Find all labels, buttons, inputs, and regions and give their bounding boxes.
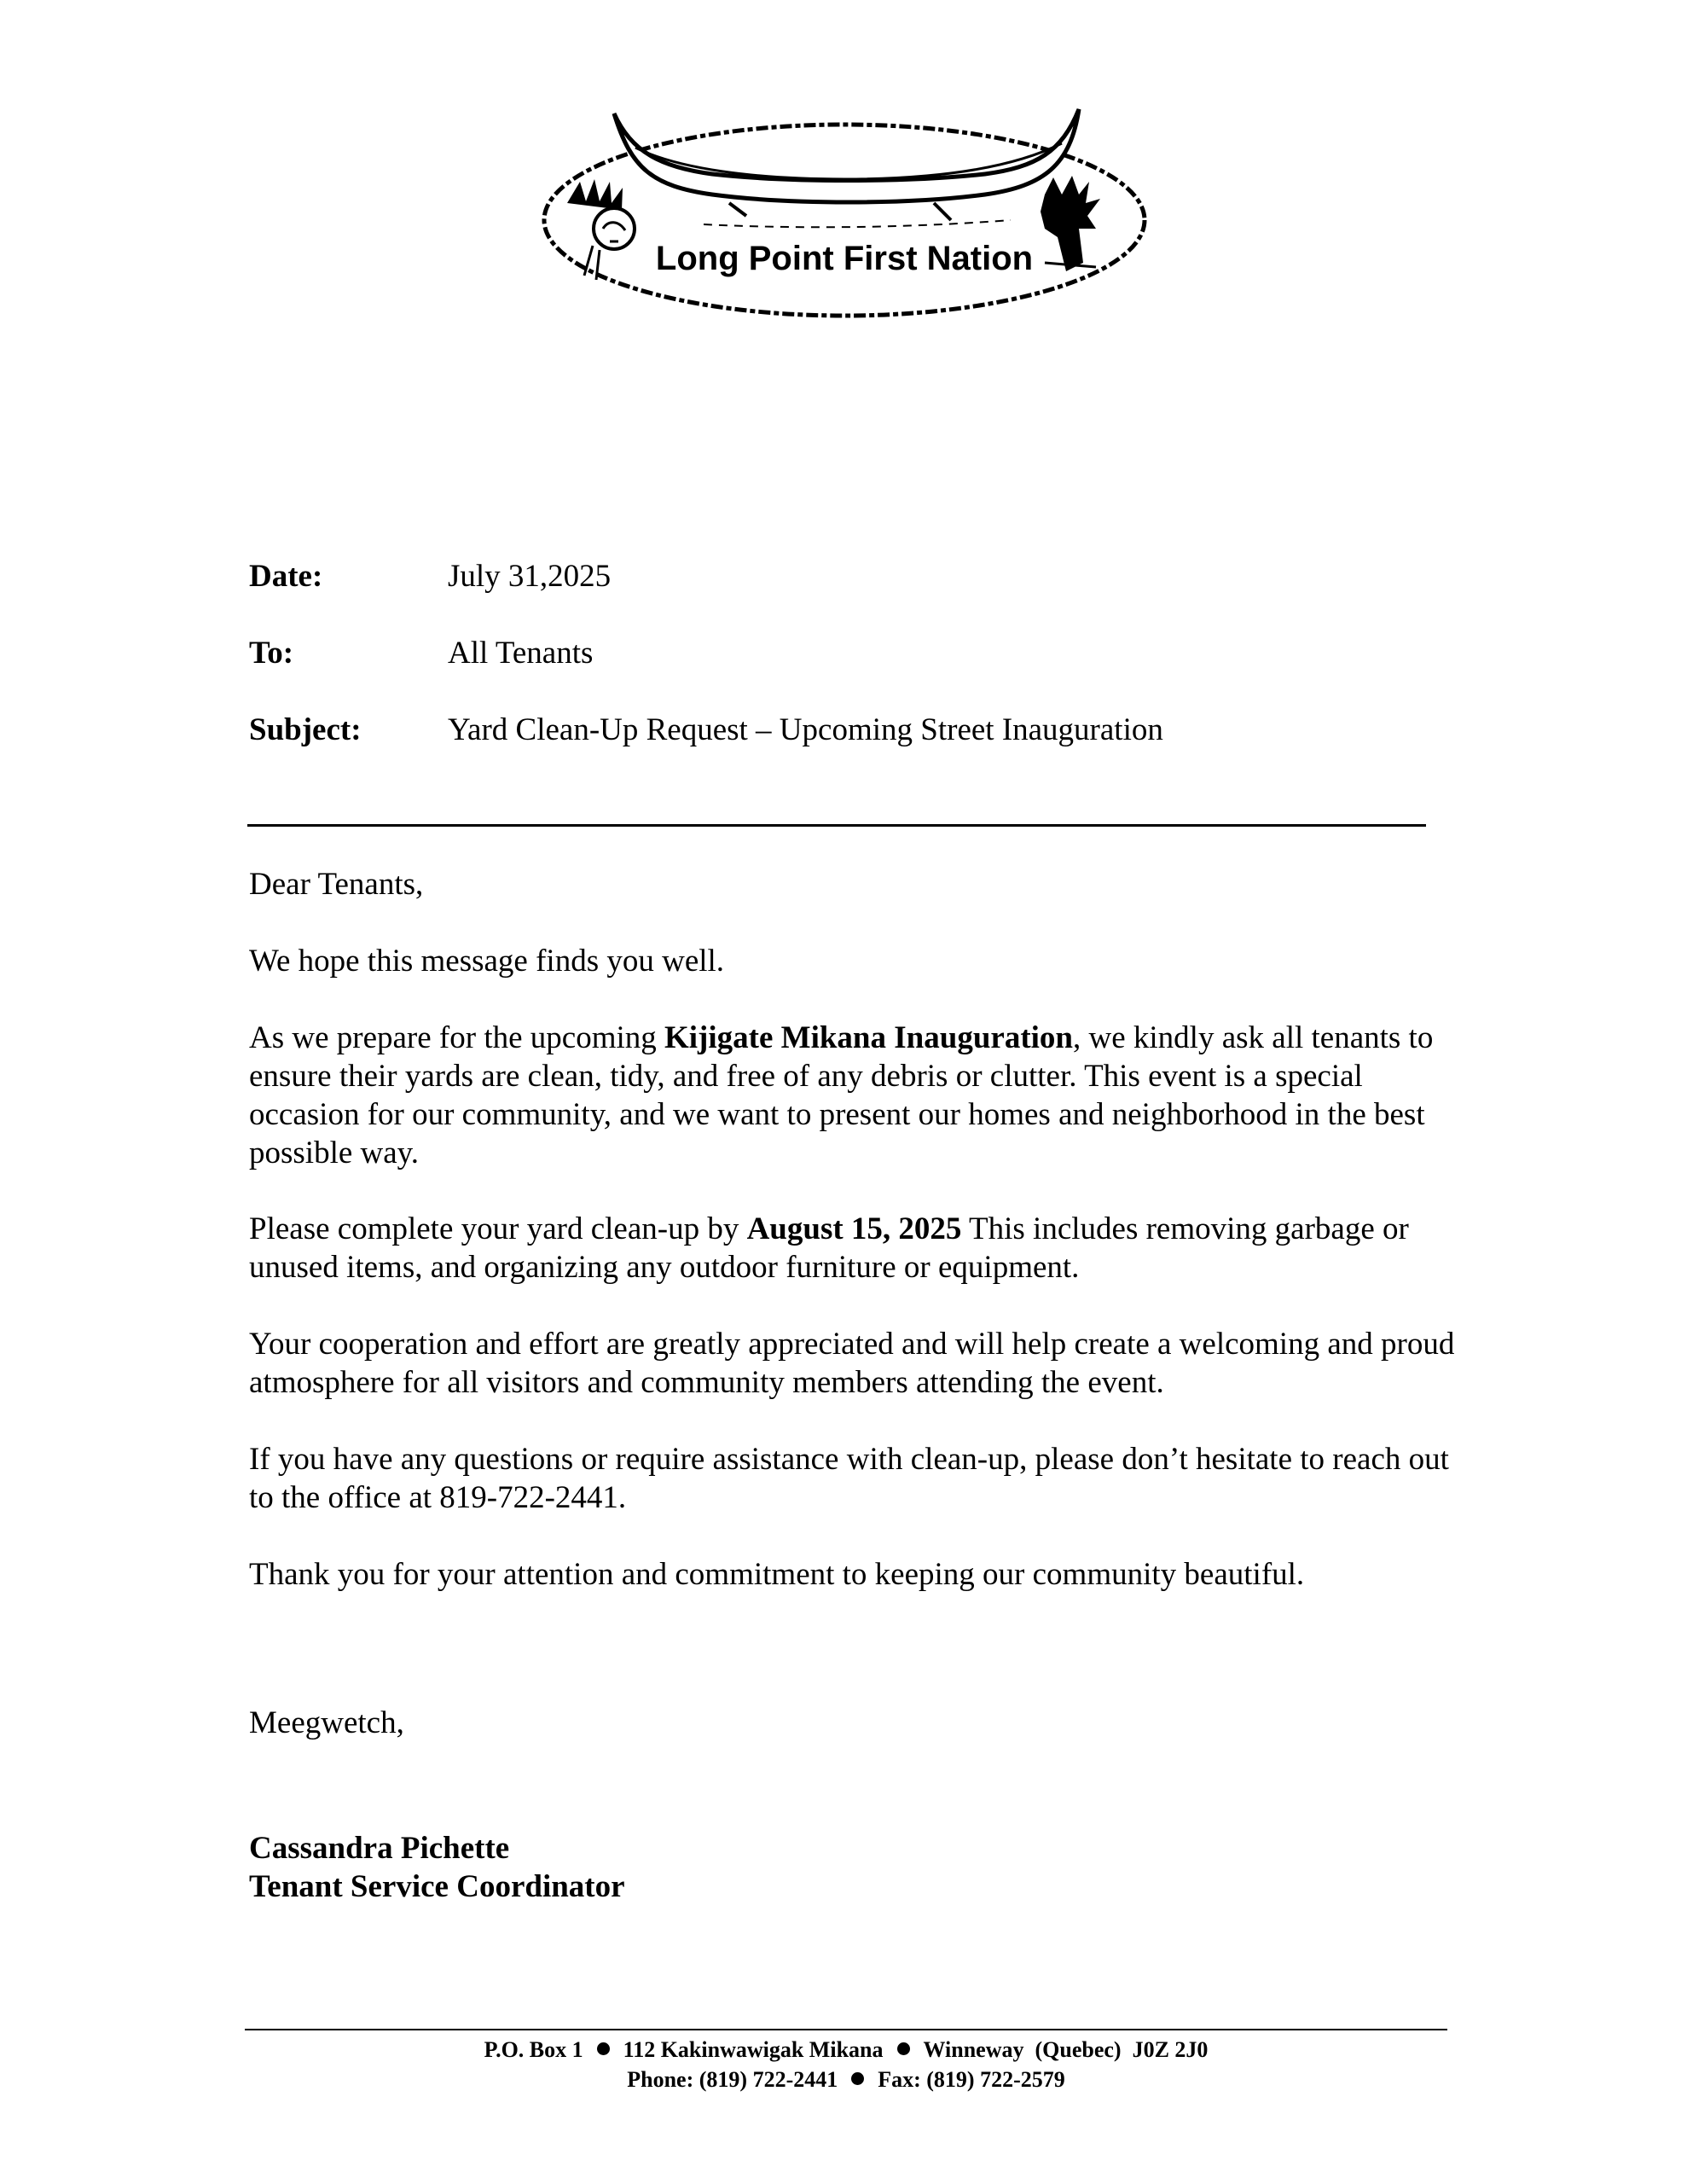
- closing: Meegwetch,: [249, 1705, 404, 1740]
- moose-icon: [1041, 176, 1100, 271]
- footer-street: 112 Kakinwawigak Mikana: [623, 2037, 884, 2062]
- footer-phone: Phone: (819) 722-2441: [627, 2067, 838, 2092]
- signature-name: Cassandra Pichette: [249, 1831, 510, 1866]
- paragraph-4: If you have any questions or require assistance with clean-up, please don’t hesitate to reach out to the office at 819-722-2441.: [249, 1442, 1449, 1515]
- paragraph-1-start: As we prepare for the upcoming: [249, 1020, 664, 1055]
- bullet-icon: [851, 2072, 864, 2085]
- to-label: To:: [249, 636, 294, 671]
- paragraph-2-end: This includes removing garbage or unused items, and organizing any outdoor furniture or equipment.: [249, 1211, 1409, 1285]
- bullet-icon: [597, 2042, 610, 2055]
- paragraph-3: Your cooperation and effort are greatly appreciated and will help create a welcoming and proud atmosphere for all visitors and community members attending the event.: [249, 1327, 1455, 1400]
- paragraph-1-end: , we kindly ask all tenants to ensure their yards are clean, tidy, and free of any debris or clutter. This event is a special occasion for our community, and we want to present our homes and neighborhood in the best possible way.: [249, 1020, 1434, 1170]
- footer-city: Winneway (Quebec) J0Z 2J0: [923, 2037, 1209, 2062]
- paragraph-1: [249, 1019, 1460, 1172]
- footer-address: [245, 2036, 1447, 2064]
- salutation: Dear Tenants,: [249, 867, 424, 902]
- signature-title: Tenant Service Coordinator: [249, 1869, 625, 1904]
- event-name: Kijigate Mikana Inauguration: [664, 1020, 1073, 1055]
- footer-po-box: P.O. Box 1: [484, 2037, 583, 2062]
- footer-contact: [245, 2066, 1447, 2094]
- date-label: Date:: [249, 559, 323, 594]
- subject-value: Yard Clean-Up Request – Upcoming Street Inauguration: [448, 712, 1163, 747]
- subject-label: Subject:: [249, 712, 362, 747]
- organization-logo: [533, 101, 1156, 327]
- footer-divider: [245, 2029, 1447, 2030]
- paragraph-5: Thank you for your attention and commitment to keeping our community beautiful.: [249, 1557, 1305, 1592]
- logo-text: Long Point First Nation: [655, 240, 1034, 277]
- date-value: July 31,2025: [448, 559, 612, 594]
- to-value: All Tenants: [448, 636, 594, 671]
- paragraph-2: [249, 1210, 1460, 1287]
- paragraph-2-start: Please complete your yard clean-up by: [249, 1211, 747, 1246]
- footer-fax: Fax: (819) 722-2579: [878, 2067, 1065, 2092]
- deadline-date: August 15, 2025: [746, 1211, 962, 1246]
- intro-paragraph: We hope this message finds you well.: [249, 944, 725, 979]
- header-divider: [247, 824, 1426, 827]
- bullet-icon: [897, 2042, 910, 2055]
